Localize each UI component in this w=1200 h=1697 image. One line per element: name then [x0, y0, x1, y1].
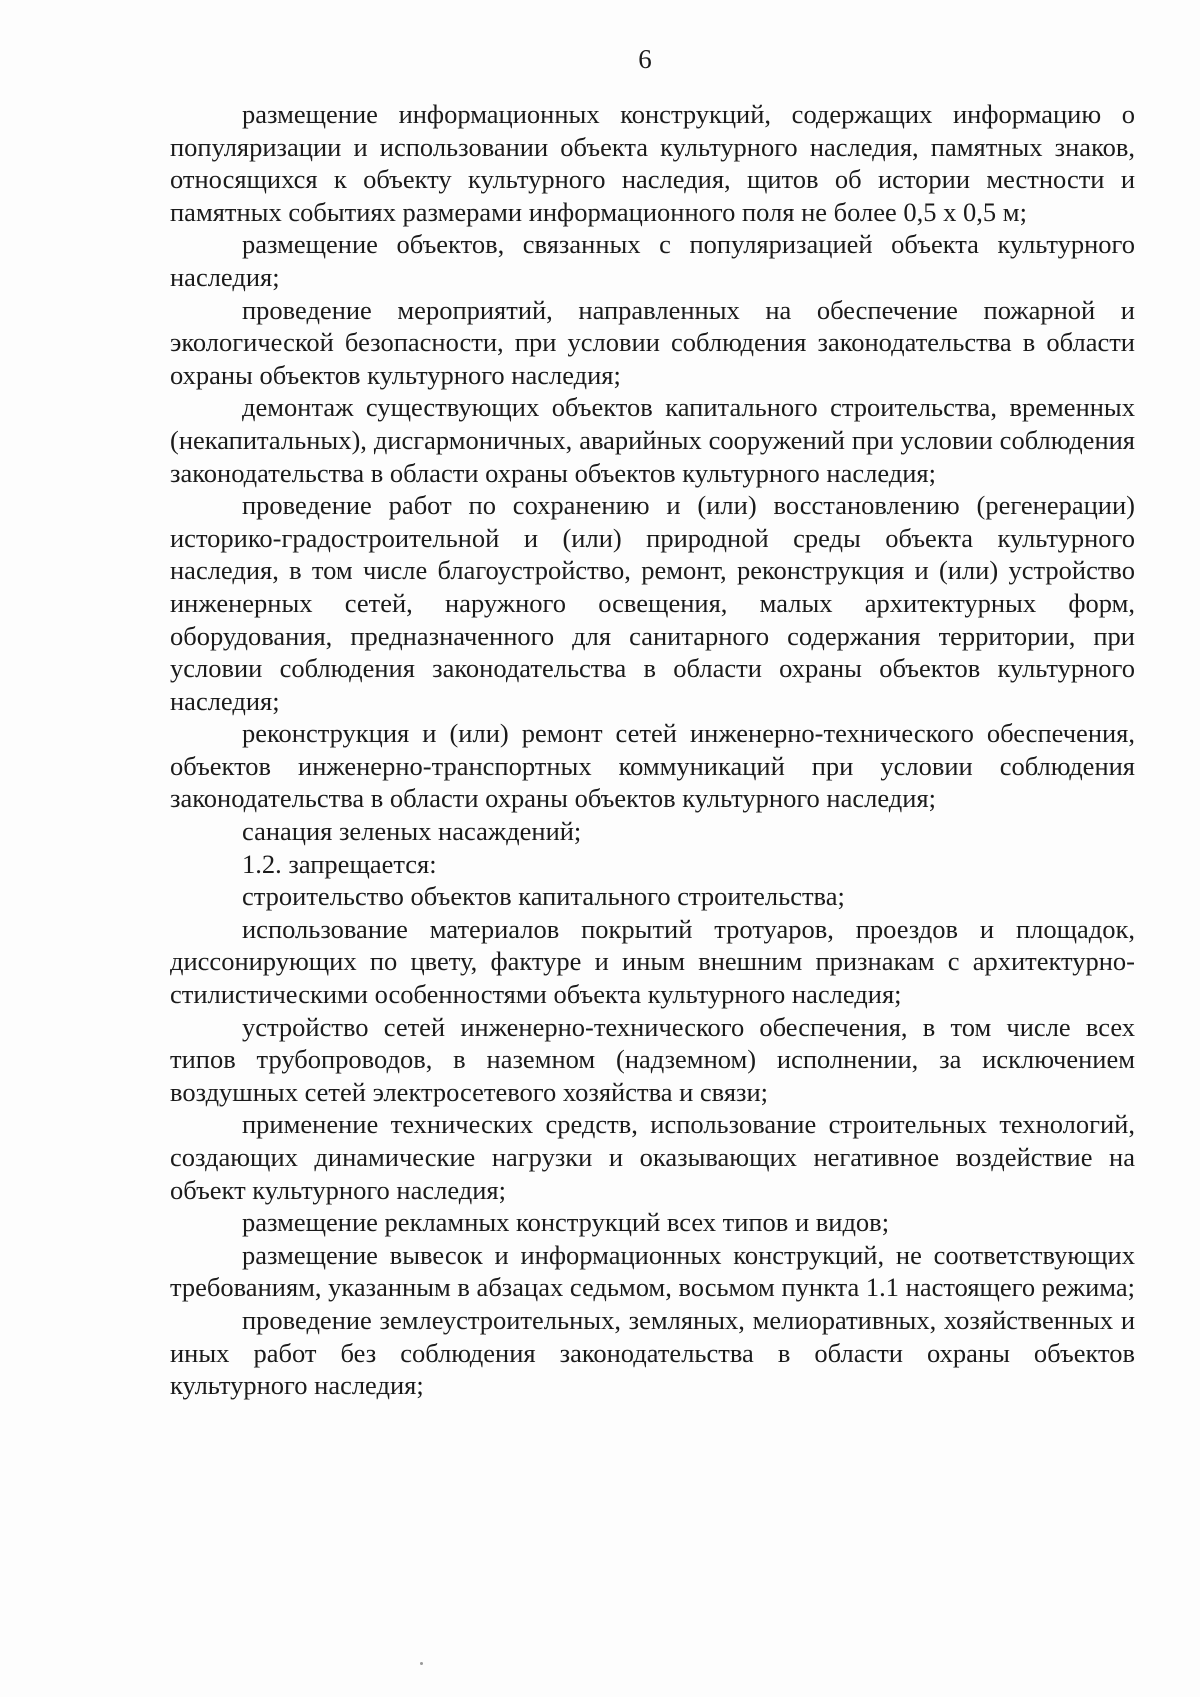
paragraph: проведение мероприятий, направленных на обеспечение пожарной и экологической безопасности, при условии соблюдения законодательства в области охраны объектов культурного наследия;: [170, 294, 1135, 390]
paragraph: проведение работ по сохранению и (или) восстановлению (регенерации) историко-градостроительной и (или) природной среды объекта культурного наследия, в том числе благоустройство, ремонт, реконструкция и (или) устройство инженерных сетей, наружного освещения, малых архитектурных форм, оборудования, предназначенного для санитарного содержания территории, при условии соблюдения законодательства в области охраны объектов культурного наследия;: [170, 490, 1135, 716]
paragraph: реконструкция и (или) ремонт сетей инженерно-технического обеспечения, объектов инженерно-транспортных коммуникаций при условии соблюдения законодательства в области охраны объектов культурного наследия;: [170, 718, 1135, 814]
page-number: 6: [638, 44, 652, 74]
paragraph: проведение землеустроительных, земляных, мелиоративных, хозяйственных и иных работ без соблюдения законодательства в области охраны объектов культурного наследия;: [170, 1304, 1135, 1401]
paragraph: использование материалов покрытий тротуаров, проездов и площадок, диссонирующих по цвету, фактуре и иным внешним признакам с архитектурно-стилистическими особенностями объекта культурного наследия;: [170, 913, 1135, 1010]
paragraph: строительство объектов капитального строительства;: [242, 881, 845, 912]
paragraph: размещение вывесок и информационных конструкций, не соответствующих требованиям, указанным в абзацах седьмом, восьмом пункта 1.1 настоящего режима;: [170, 1239, 1135, 1303]
document-body: [170, 98, 1135, 1402]
paragraph: применение технических средств, использование строительных технологий, создающих динамические нагрузки и оказывающих негативное воздействие на объект культурного наследия;: [170, 1109, 1135, 1205]
paragraph: размещение рекламных конструкций всех типов и видов;: [242, 1207, 890, 1238]
paragraph: демонтаж существующих объектов капитального строительства, временных (некапитальных), дисгармоничных, аварийных сооружений при условии соблюдения законодательства в области охраны объектов культурного наследия;: [170, 392, 1135, 488]
paragraph: санация зеленых насаждений;: [242, 816, 582, 847]
paragraph: устройство сетей инженерно-технического обеспечения, в том числе всех типов трубопроводов, в наземном (надземном) исполнении, за исключением воздушных сетей электросетевого хозяйства и связи;: [170, 1011, 1135, 1107]
scan-artifact: [420, 1662, 423, 1665]
paragraph: размещение объектов, связанных с популяризацией объекта культурного наследия;: [170, 229, 1135, 292]
paragraph: размещение информационных конструкций, содержащих информацию о популяризации и использовании объекта культурного наследия, памятных знаков, относящихся к объекту культурного наследия, щитов об истории местности и памятных событиях размерами информационного поля не более 0,5 х 0,5 м;: [170, 99, 1135, 227]
section-heading: 1.2. запрещается:: [242, 848, 437, 879]
